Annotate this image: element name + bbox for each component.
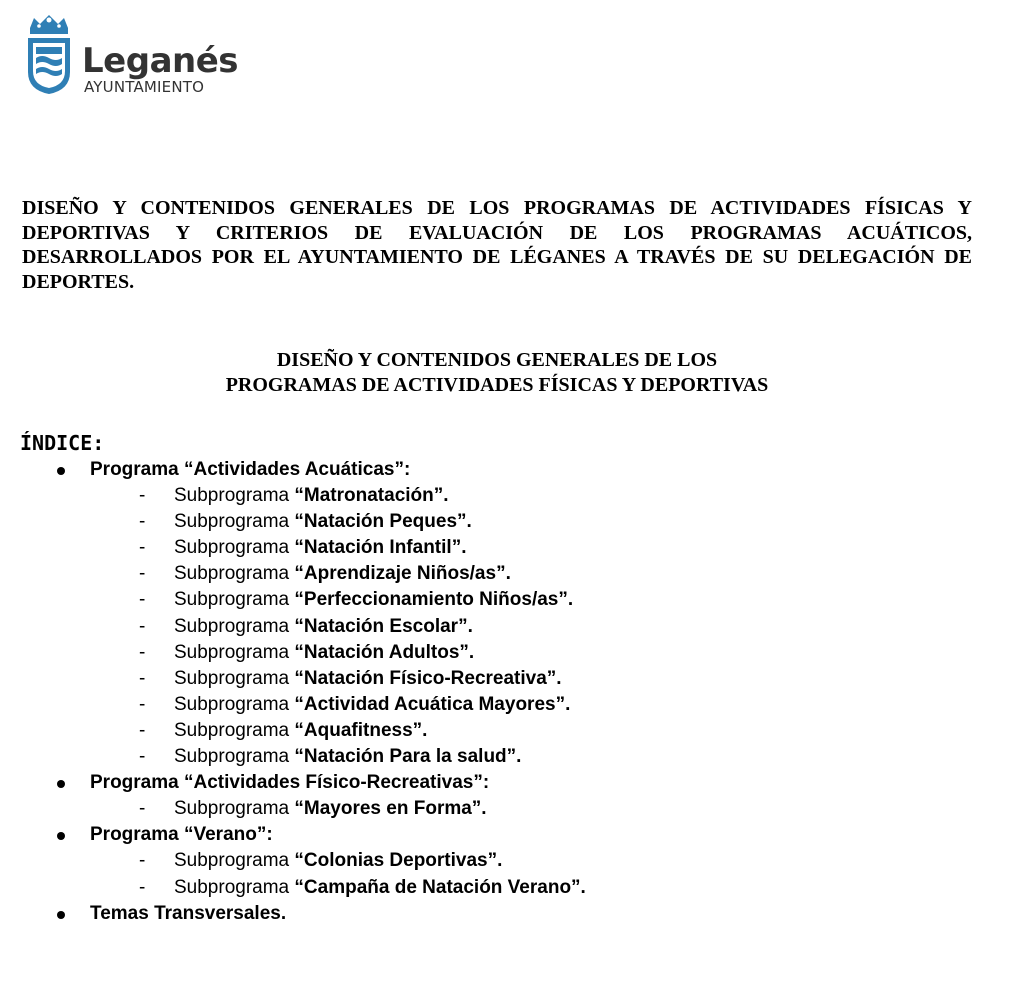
program-label: Programa “Verano”: — [90, 824, 273, 846]
subprogram-item — [0, 640, 1024, 666]
subprogram-name: “Natación Escolar”. — [294, 615, 473, 637]
subprogram-prefix: Subprograma — [174, 798, 295, 820]
section-title — [22, 348, 972, 398]
subprogram-name: “Actividad Acuática Mayores”. — [294, 693, 571, 715]
subprogram-prefix: Subprograma — [174, 511, 295, 533]
section-title-line-2: PROGRAMAS DE ACTIVIDADES FÍSICAS Y DEPORTIVAS — [225, 374, 769, 396]
subprogram-item — [0, 875, 1024, 901]
dash-marker: - — [139, 615, 146, 637]
program-label: Programa “Actividades Acuáticas”: — [90, 459, 411, 480]
subprogram-name: “Perfeccionamiento Niños/as”. — [294, 589, 574, 611]
subprogram-item — [0, 535, 1024, 561]
subprogram-item — [0, 509, 1024, 535]
subprogram-prefix: Subprograma — [174, 589, 295, 611]
subprogram-item — [0, 796, 1024, 822]
dash-marker: - — [139, 693, 146, 715]
subprogram-prefix: Subprograma — [174, 876, 295, 898]
subprogram-item — [0, 614, 1024, 640]
dash-marker: - — [139, 719, 146, 741]
subprogram-name: “Natación Para la salud”. — [294, 746, 522, 768]
index-heading: ÍNDICE: — [20, 431, 105, 455]
bullet-icon — [57, 467, 65, 475]
dash-marker: - — [139, 798, 146, 820]
subprogram-item — [0, 587, 1024, 613]
index-list — [0, 457, 1024, 927]
dash-marker: - — [139, 563, 146, 585]
subprogram-prefix: Subprograma — [174, 850, 295, 872]
subprogram-item — [0, 561, 1024, 587]
program-item — [0, 822, 1024, 848]
dash-marker: - — [139, 876, 146, 898]
dash-marker: - — [139, 537, 146, 559]
subprogram-prefix: Subprograma — [174, 537, 295, 559]
subprogram-prefix: Subprograma — [174, 641, 295, 663]
dash-marker: - — [139, 667, 146, 689]
subprogram-name: “Natación Físico-Recreativa”. — [294, 667, 562, 689]
program-item — [0, 770, 1024, 796]
dash-marker: - — [139, 850, 146, 872]
subprogram-name: “Campaña de Natación Verano”. — [294, 876, 586, 898]
bullet-icon — [57, 832, 65, 840]
subprogram-prefix: Subprograma — [174, 485, 295, 507]
program-label: Programa “Actividades Físico-Recreativas”: — [90, 772, 490, 794]
bullet-icon — [57, 780, 65, 788]
subprogram-prefix: Subprograma — [174, 719, 295, 741]
dash-marker: - — [139, 485, 146, 507]
subprogram-prefix: Subprograma — [174, 615, 295, 637]
bullet-icon — [57, 911, 65, 919]
subprogram-item — [0, 692, 1024, 718]
dash-marker: - — [139, 589, 146, 611]
subprogram-item — [0, 744, 1024, 770]
coat-of-arms-icon — [24, 14, 74, 98]
subprogram-name: “Natación Adultos”. — [294, 641, 475, 663]
subprogram-prefix: Subprograma — [174, 667, 295, 689]
program-label: Temas Transversales. — [90, 902, 287, 924]
subprogram-item — [0, 666, 1024, 692]
subprogram-prefix: Subprograma — [174, 563, 295, 585]
leganes-logo — [24, 14, 244, 98]
program-item — [0, 457, 1024, 483]
program-item — [0, 901, 1024, 927]
subprogram-name: “Aprendizaje Niños/as”. — [294, 563, 511, 585]
document-title: DISEÑO Y CONTENIDOS GENERALES DE LOS PROGRAMAS DE ACTIVIDADES FÍSICAS Y DEPORTIVAS Y CRITERIOS DE EVALUACIÓN DE LOS PROGRAMAS ACUÁTICOS, DESARROLLADOS POR EL AYUNTAMIENTO DE LÉGANES A TRAVÉS DE SU DELEGACIÓN DE DEPORTES. — [22, 197, 972, 293]
logo-subtitle: AYUNTAMIENTO — [84, 78, 205, 96]
dash-marker: - — [139, 511, 146, 533]
subprogram-name: “Matronatación”. — [294, 485, 449, 507]
subprogram-name: “Aquafitness”. — [294, 719, 428, 741]
subprogram-name: “Colonias Deportivas”. — [294, 850, 503, 872]
subprogram-name: “Natación Peques”. — [294, 511, 472, 533]
subprogram-item — [0, 483, 1024, 509]
subprogram-item — [0, 848, 1024, 874]
logo-name: Leganés — [82, 41, 239, 81]
section-title-line-1: DISEÑO Y CONTENIDOS GENERALES DE LOS — [276, 349, 718, 371]
subprogram-name: “Mayores en Forma”. — [294, 798, 487, 820]
dash-marker: - — [139, 746, 146, 768]
subprogram-name: “Natación Infantil”. — [294, 537, 467, 559]
dash-marker: - — [139, 641, 146, 663]
subprogram-prefix: Subprograma — [174, 693, 295, 715]
subprogram-item — [0, 718, 1024, 744]
subprogram-prefix: Subprograma — [174, 746, 295, 768]
